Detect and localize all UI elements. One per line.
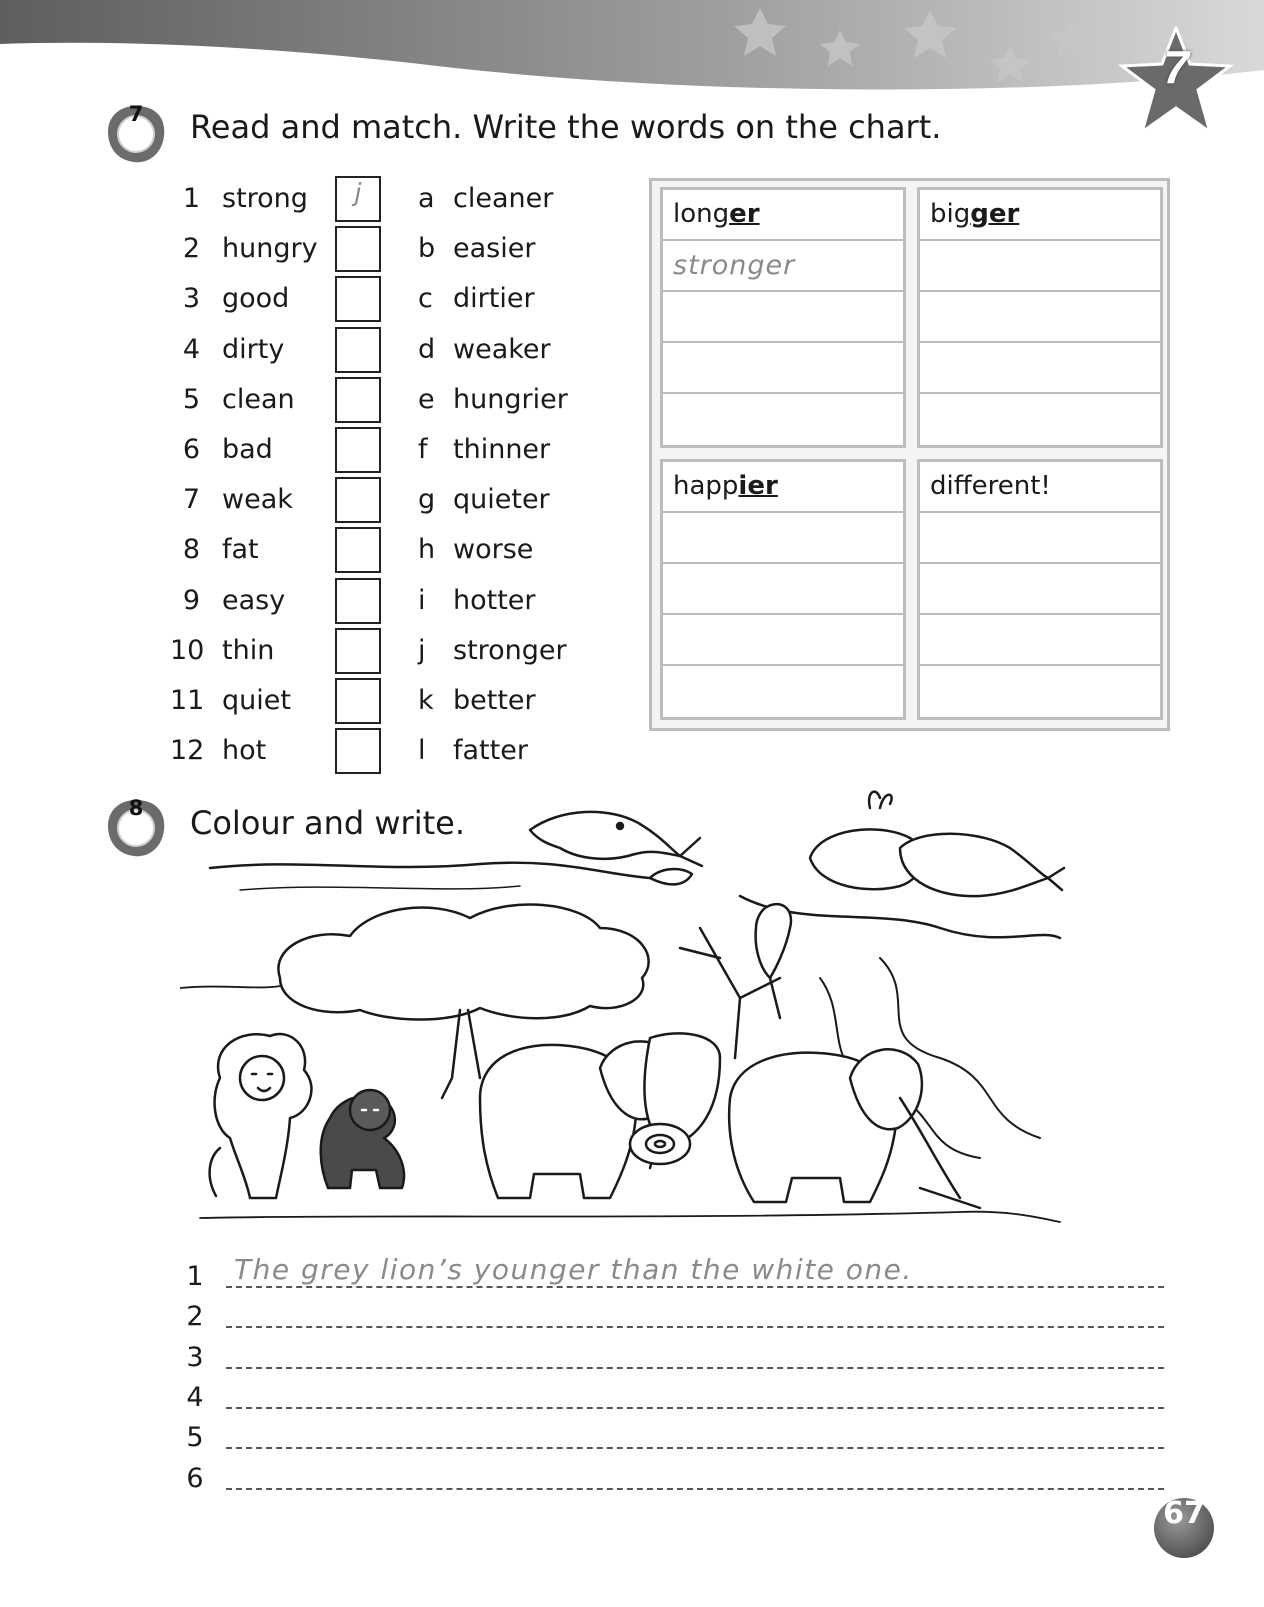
- line-number: 1: [186, 1261, 204, 1292]
- base-adjective: easy: [222, 584, 286, 616]
- comparative-option: fatter: [453, 735, 528, 767]
- exercise-7-instruction: Read and match. Write the words on the chart.: [190, 108, 942, 146]
- chart-cell[interactable]: [663, 292, 903, 343]
- item-number: 8: [182, 534, 200, 566]
- line-number: 5: [186, 1422, 204, 1454]
- dashed-rule: [226, 1286, 1164, 1288]
- writing-line[interactable]: [184, 1294, 1164, 1334]
- comparative-option: better: [453, 685, 536, 716]
- match-row: [170, 728, 590, 774]
- comparative-option: weaker: [453, 333, 551, 365]
- chart-heading: [920, 462, 1160, 513]
- comparative-option: hungrier: [453, 383, 568, 415]
- chart-heading: [663, 462, 903, 513]
- item-number: 11: [170, 685, 205, 716]
- chart-cell[interactable]: [920, 666, 1160, 717]
- heading-suffix: ger: [970, 199, 1020, 229]
- answer-box[interactable]: [335, 527, 381, 573]
- match-row: [170, 327, 590, 373]
- line-number: 6: [186, 1462, 204, 1494]
- item-number: 5: [182, 383, 200, 415]
- comparative-option: dirtier: [453, 283, 535, 315]
- answer-box[interactable]: [335, 628, 381, 674]
- comparatives-chart: [649, 178, 1170, 731]
- base-adjective: hungry: [222, 233, 318, 265]
- match-row: [170, 628, 590, 674]
- answer-box[interactable]: [335, 728, 381, 774]
- option-letter: f: [418, 434, 428, 465]
- chart-cell[interactable]: [920, 394, 1160, 445]
- item-number: 9: [182, 584, 200, 616]
- comparative-option: cleaner: [453, 183, 554, 214]
- writing-line[interactable]: [184, 1335, 1164, 1375]
- exercise-7-number: 7: [128, 102, 144, 126]
- item-number: 2: [182, 233, 200, 265]
- match-row: [170, 477, 590, 523]
- answer-box[interactable]: [335, 226, 381, 272]
- chart-cell[interactable]: [663, 513, 903, 564]
- comparative-option: hotter: [453, 584, 536, 616]
- unit-number: 7: [1163, 41, 1189, 93]
- answer-box[interactable]: j: [335, 176, 381, 222]
- line-number: 2: [186, 1301, 204, 1333]
- option-letter: j: [418, 634, 426, 666]
- heading-suffix: ier: [738, 471, 778, 501]
- match-row: [170, 377, 590, 423]
- option-letter: b: [418, 233, 436, 265]
- writing-line[interactable]: [184, 1456, 1164, 1496]
- whale-icon: [810, 792, 1064, 897]
- heading-stem: happ: [673, 471, 739, 501]
- shoreline: [210, 863, 650, 878]
- chart-column: [660, 459, 906, 720]
- item-number: 6: [182, 434, 200, 465]
- comparative-option: quieter: [453, 484, 550, 516]
- match-row: [170, 527, 590, 573]
- chart-cell[interactable]: [920, 615, 1160, 666]
- base-adjective: fat: [222, 534, 259, 566]
- answer-box[interactable]: [335, 477, 381, 523]
- dashed-rule: [226, 1367, 1164, 1369]
- base-adjective: weak: [222, 484, 293, 516]
- comparative-option: stronger: [453, 634, 567, 666]
- option-letter: e: [418, 383, 435, 415]
- exercise-8-badge: [104, 796, 168, 860]
- heading-stem: big: [930, 199, 971, 229]
- option-letter: i: [418, 584, 426, 616]
- chart-column: [917, 187, 1163, 448]
- panther-icon: [321, 1090, 404, 1188]
- heading-suffix: er: [729, 199, 760, 229]
- comparative-option: easier: [453, 233, 536, 265]
- answer-box[interactable]: [335, 427, 381, 473]
- exercise-7-badge: [104, 102, 168, 166]
- match-row: [170, 226, 590, 272]
- base-adjective: good: [222, 283, 290, 315]
- answer-box[interactable]: [335, 678, 381, 724]
- chart-cell[interactable]: stronger: [663, 241, 903, 292]
- option-letter: c: [418, 283, 433, 315]
- answer-box[interactable]: [335, 276, 381, 322]
- answer-box[interactable]: [335, 327, 381, 373]
- item-number: 12: [170, 735, 205, 767]
- dashed-rule: [226, 1488, 1164, 1490]
- comparative-option: thinner: [453, 434, 551, 465]
- base-adjective: dirty: [222, 333, 285, 365]
- writing-line[interactable]: [184, 1415, 1164, 1455]
- chart-cell[interactable]: [663, 666, 903, 717]
- page-number: 67: [1163, 1496, 1205, 1531]
- option-letter: a: [418, 183, 435, 214]
- chart-heading: [920, 190, 1160, 241]
- match-row: [170, 427, 590, 473]
- match-row: [170, 578, 590, 624]
- heading-stem: different!: [930, 471, 1051, 501]
- item-number: 1: [182, 183, 200, 214]
- option-letter: g: [418, 484, 436, 516]
- match-row: [170, 678, 590, 724]
- base-adjective: bad: [222, 434, 273, 465]
- chart-cell[interactable]: [920, 292, 1160, 343]
- animals-illustration: [180, 778, 1085, 1273]
- lion-icon: [210, 1034, 312, 1198]
- base-adjective: thin: [222, 634, 275, 666]
- line-number: 4: [186, 1381, 204, 1413]
- chart-cell[interactable]: [920, 343, 1160, 394]
- exercise-8-number: 8: [128, 796, 144, 820]
- base-adjective: strong: [222, 183, 308, 214]
- line-number: 3: [186, 1341, 204, 1373]
- option-letter: h: [418, 534, 436, 566]
- dashed-rule: [226, 1447, 1164, 1449]
- item-number: 10: [170, 634, 205, 666]
- answer-box[interactable]: [335, 377, 381, 423]
- page-number-badge: [1152, 1496, 1216, 1560]
- writing-line[interactable]: [184, 1375, 1164, 1415]
- match-row: [170, 176, 590, 222]
- base-adjective: clean: [222, 383, 295, 415]
- chart-cell[interactable]: [920, 513, 1160, 564]
- base-adjective: hot: [222, 735, 267, 767]
- line-text: The grey lion’s younger than the white one.: [234, 1253, 913, 1286]
- item-number: 7: [182, 484, 200, 516]
- writing-line[interactable]: [184, 1254, 1164, 1294]
- dashed-rule: [226, 1326, 1164, 1328]
- option-letter: l: [418, 735, 426, 767]
- chart-cell[interactable]: [663, 394, 903, 445]
- match-row: [170, 276, 590, 322]
- chart-cell[interactable]: [920, 241, 1160, 292]
- heading-stem: long: [673, 199, 730, 229]
- option-letter: d: [418, 333, 436, 365]
- exercise-8-instruction: Colour and write.: [190, 804, 465, 842]
- comparative-option: worse: [453, 534, 534, 566]
- chart-cell[interactable]: [663, 564, 903, 615]
- dashed-rule: [226, 1407, 1164, 1409]
- elephant-icon: [729, 1049, 980, 1208]
- item-number: 3: [182, 283, 200, 315]
- chart-column: [917, 459, 1163, 720]
- option-letter: k: [418, 685, 434, 716]
- item-number: 4: [182, 333, 200, 365]
- chart-cell[interactable]: [663, 615, 903, 666]
- chart-column: [660, 187, 906, 448]
- base-adjective: quiet: [222, 685, 291, 716]
- chart-cell[interactable]: [920, 564, 1160, 615]
- answer-box[interactable]: [335, 578, 381, 624]
- chart-heading: [663, 190, 903, 241]
- chart-cell[interactable]: [663, 343, 903, 394]
